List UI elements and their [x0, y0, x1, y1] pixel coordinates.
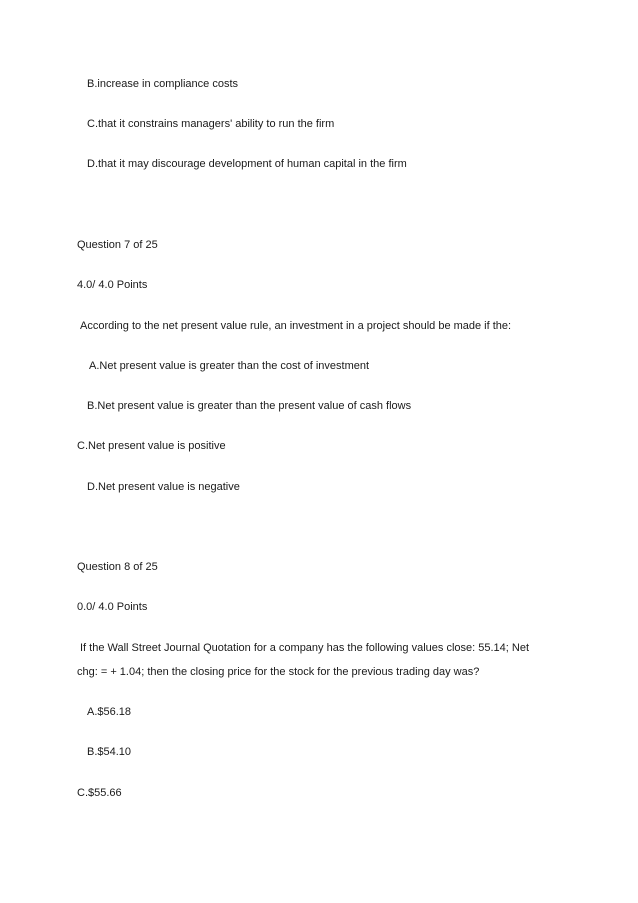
q8-prompt-line2: chg: = + 1.04; then the closing price for the stock for the previous trading day was? [77, 666, 480, 678]
prev-option-b: B.increase in compliance costs [87, 78, 239, 90]
q8-header: Question 8 of 25 [77, 561, 158, 573]
q7-option-a: A.Net present value is greater than the cost of investment [89, 360, 370, 372]
prev-option-d: D.that it may discourage development of human capital in the firm [87, 158, 407, 170]
q7-header: Question 7 of 25 [77, 239, 158, 251]
prev-option-c: C.that it constrains managers' ability to run the firm [87, 118, 335, 130]
q7-prompt: According to the net present value rule, an investment in a project should be made if the: [80, 320, 512, 332]
q8-option-a: A.$56.18 [87, 706, 132, 718]
q8-points: 0.0/ 4.0 Points [77, 601, 148, 613]
q7-option-b: B.Net present value is greater than the present value of cash flows [87, 400, 412, 412]
q8-option-b: B.$54.10 [87, 746, 132, 758]
q8-prompt-line1: If the Wall Street Journal Quotation for a company has the following values close: 55.14; Net [80, 642, 530, 654]
q7-option-d: D.Net present value is negative [87, 481, 240, 493]
q8-option-c: C.$55.66 [77, 787, 122, 799]
q7-points: 4.0/ 4.0 Points [77, 279, 148, 291]
q7-option-c: C.Net present value is positive [77, 440, 226, 452]
